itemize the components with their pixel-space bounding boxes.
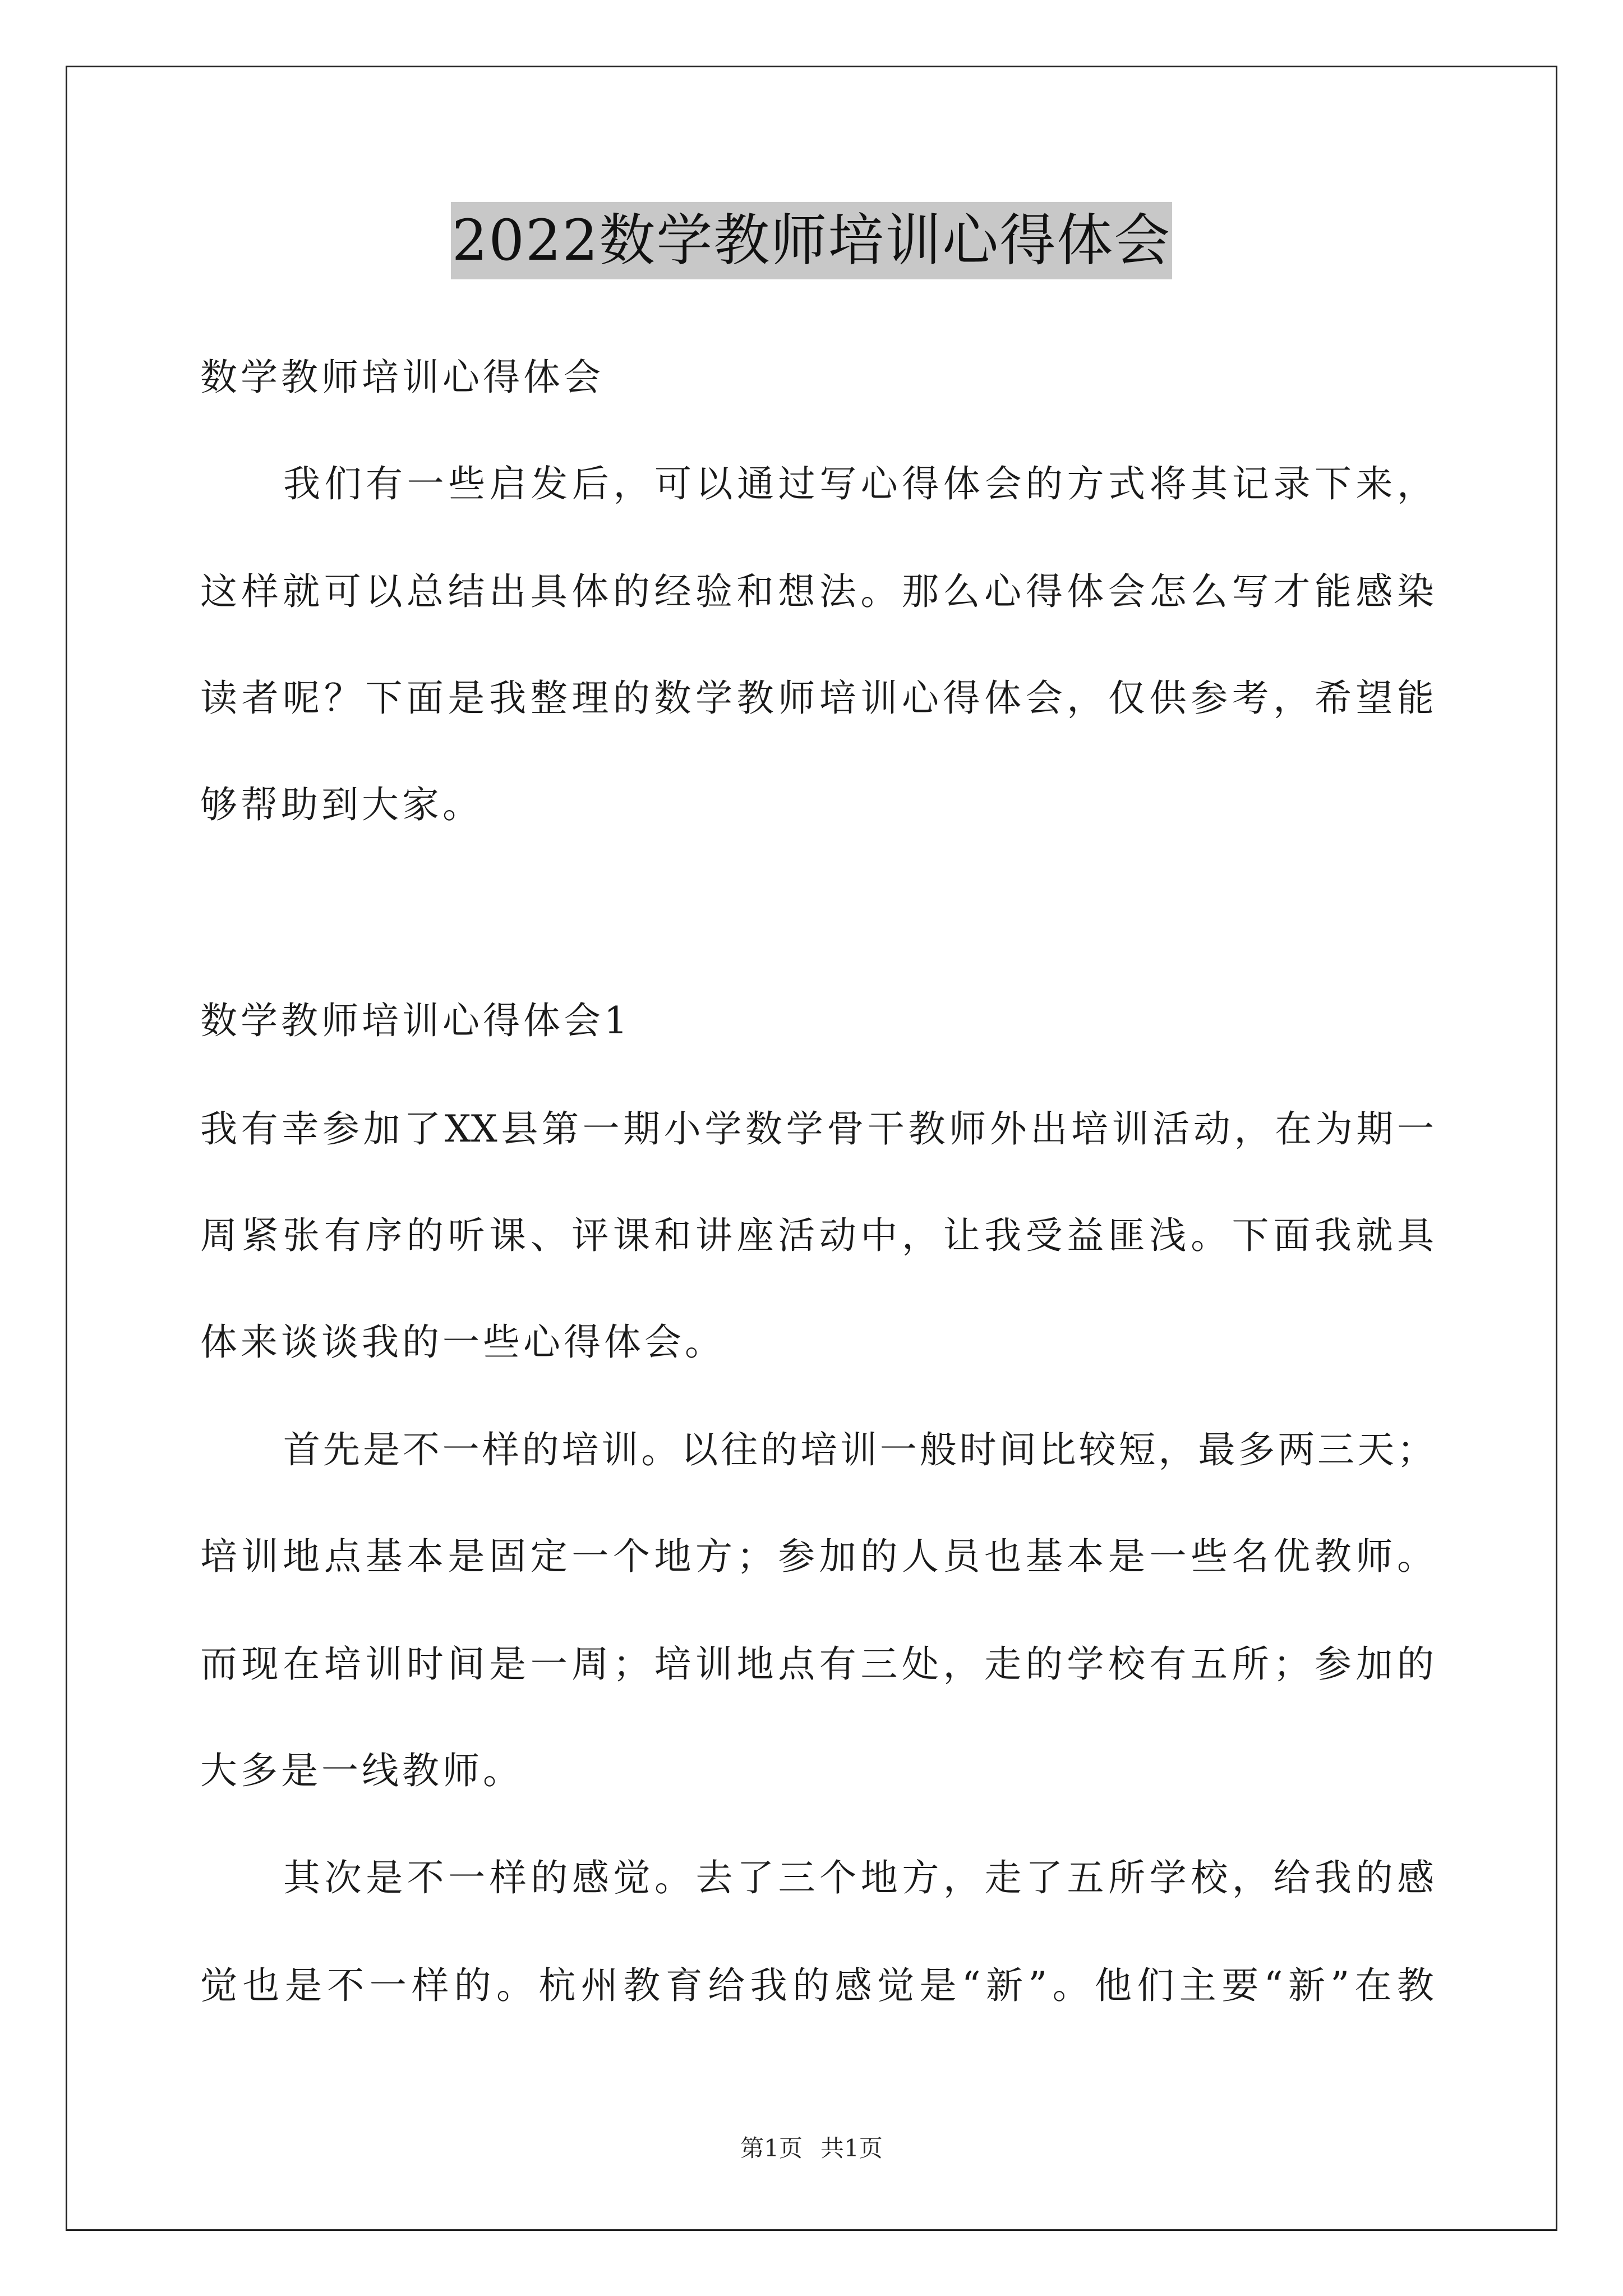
paragraph-line: 体来谈谈我的一些心得体会。 [200, 1320, 725, 1364]
paragraph-line: 培训地点基本是固定一个地方；参加的人员也基本是一些名优教师。 [200, 1535, 1434, 1578]
section-heading: 数学教师培训心得体会1 [200, 999, 631, 1042]
page-number: 第1页 [740, 2134, 803, 2162]
paragraph-line: 我有幸参加了XX县第一期小学数学骨干教师外出培训活动，在为期一 [200, 1107, 1434, 1151]
paragraph-line: 大多是一线教师。 [200, 1749, 523, 1792]
intro-line: 我们有一些启发后，可以通过写心得体会的方式将其记录下来， [283, 462, 1434, 505]
document-title: 2022数学教师培训心得体会 [451, 202, 1173, 279]
paragraph-line: 其次是不一样的感觉。去了三个地方，走了五所学校，给我的感 [283, 1856, 1434, 1899]
intro-line: 读者呢？下面是我整理的数学教师培训心得体会，仅供参考，希望能 [200, 677, 1434, 720]
page-footer [0, 2132, 1623, 2165]
paragraph-line: 而现在培训时间是一周；培训地点有三处，走的学校有五所；参加的 [200, 1642, 1434, 1686]
page-total: 共1页 [820, 2134, 883, 2162]
document-subtitle: 数学教师培训心得体会 [200, 356, 604, 399]
title-container [0, 202, 1623, 279]
paragraph-line: 周紧张有序的听课、评课和讲座活动中，让我受益匪浅。下面我就具 [200, 1214, 1434, 1257]
paragraph-line: 首先是不一样的培训。以往的培训一般时间比较短，最多两三天； [283, 1428, 1434, 1471]
intro-line: 够帮助到大家。 [200, 783, 483, 826]
paragraph-line: 觉也是不一样的。杭州教育给我的感觉是“新”。他们主要“新”在教 [200, 1964, 1434, 2007]
intro-line: 这样就可以总结出具体的经验和想法。那么心得体会怎么写才能感染 [200, 570, 1434, 613]
